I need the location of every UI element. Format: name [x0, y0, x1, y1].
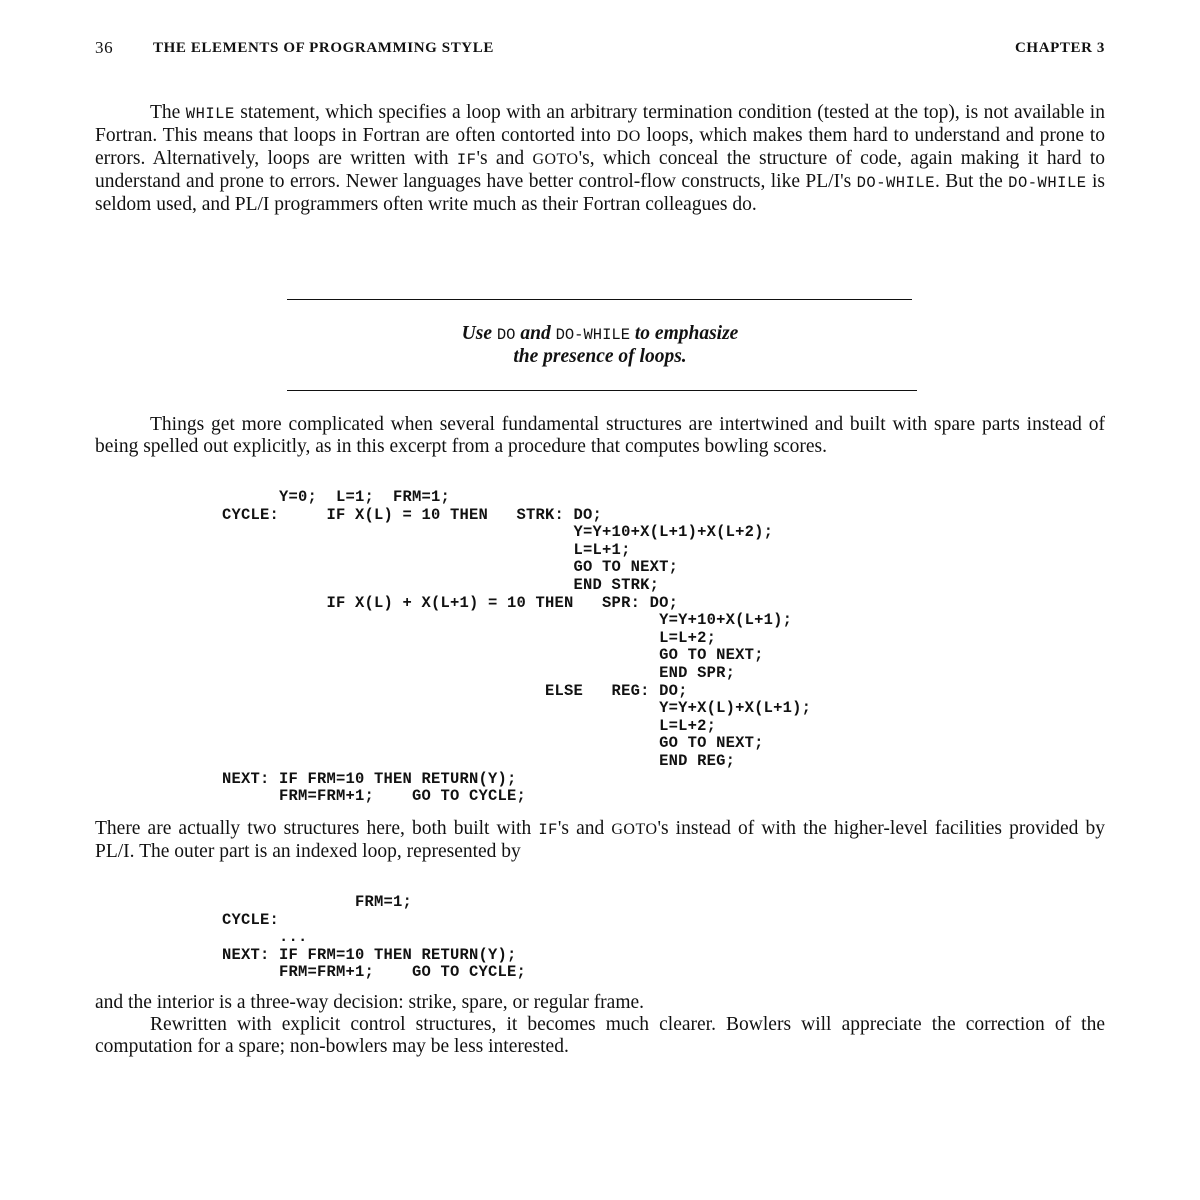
keyword-if: IF	[456, 151, 477, 169]
running-header	[95, 36, 1105, 60]
chapter-label: CHAPTER 3	[1015, 40, 1105, 56]
paragraph-while: The WHILE statement, which specifies a loop with an arbitrary termination condition (tested at the top), is not available in Fortran. This means that loops in Fortran are often contorted into DO loops, which makes them hard to understand and prone to errors. Alternatively, loops are written with IF's and GOTO's, which conceal the structure of code, again making it hard to understand and prone to errors. Newer languages have better control-flow constructs, like PL/I's DO-WHILE. But the DO-WHILE is seldom used, and PL/I programmers often write much as their Fortran colleagues do.	[95, 102, 1105, 215]
maxim-top-rule	[287, 299, 912, 300]
maxim-bottom-rule	[287, 390, 917, 391]
running-title: THE ELEMENTS OF PROGRAMMING STYLE	[153, 40, 494, 56]
paragraph-three-way: and the interior is a three-way decision: strike, spare, or regular frame. Rewritten with explicit control structures, it becomes much clearer. Bowlers will appreciate the correction of the computation for a spare; non-bowlers may be less interested.	[95, 992, 1105, 1057]
keyword-do: DO	[616, 128, 641, 145]
book-page	[95, 36, 1105, 1057]
keyword-do-while: DO-WHILE	[856, 174, 936, 192]
code-bowling-excerpt: Y=0; L=1; FRM=1; CYCLE: IF X(L) = 10 THEN STRK: DO; Y=Y+10+X(L+1)+X(L+2); L=L+1; GO TO NEXT; END STRK; IF X(L) + X(L+1) = 10 THEN SPR: DO; Y=Y+10+X(L+1); L=L+2; GO TO NEXT; END SPR; ELSE REG: DO; Y=Y+X(L)+X(L+1); L=L+2; GO TO NEXT; END REG; NEXT: IF FRM=10 THEN RETURN(Y); FRM=FRM+1; GO TO CYCLE;	[222, 488, 812, 806]
keyword-goto-2: GOTO	[611, 821, 658, 838]
keyword-if-2: IF	[538, 821, 558, 839]
maxim-line-1: Use DO and DO-WHILE to emphasize	[461, 323, 739, 344]
keyword-goto: GOTO	[532, 151, 579, 168]
keyword-do-while-2: DO-WHILE	[1008, 174, 1087, 192]
paragraph-two-structures: There are actually two structures here, both built with IF's and GOTO's instead of with the higher-level facilities provided by PL/I. The outer part is an indexed loop, represented by	[95, 818, 1105, 862]
page-number: 36	[95, 38, 114, 57]
maxim	[95, 323, 1105, 368]
paragraph-bowling: Things get more complicated when several fundamental structures are intertwined and built with spare parts instead of being spelled out explicitly, as in this excerpt from a procedure that computes bowling scores.	[95, 414, 1105, 457]
keyword-while: WHILE	[185, 105, 235, 123]
code-indexed-loop: FRM=1; CYCLE: ... NEXT: IF FRM=10 THEN RETURN(Y); FRM=FRM+1; GO TO CYCLE;	[222, 893, 527, 982]
maxim-line-2: the presence of loops.	[513, 346, 687, 367]
